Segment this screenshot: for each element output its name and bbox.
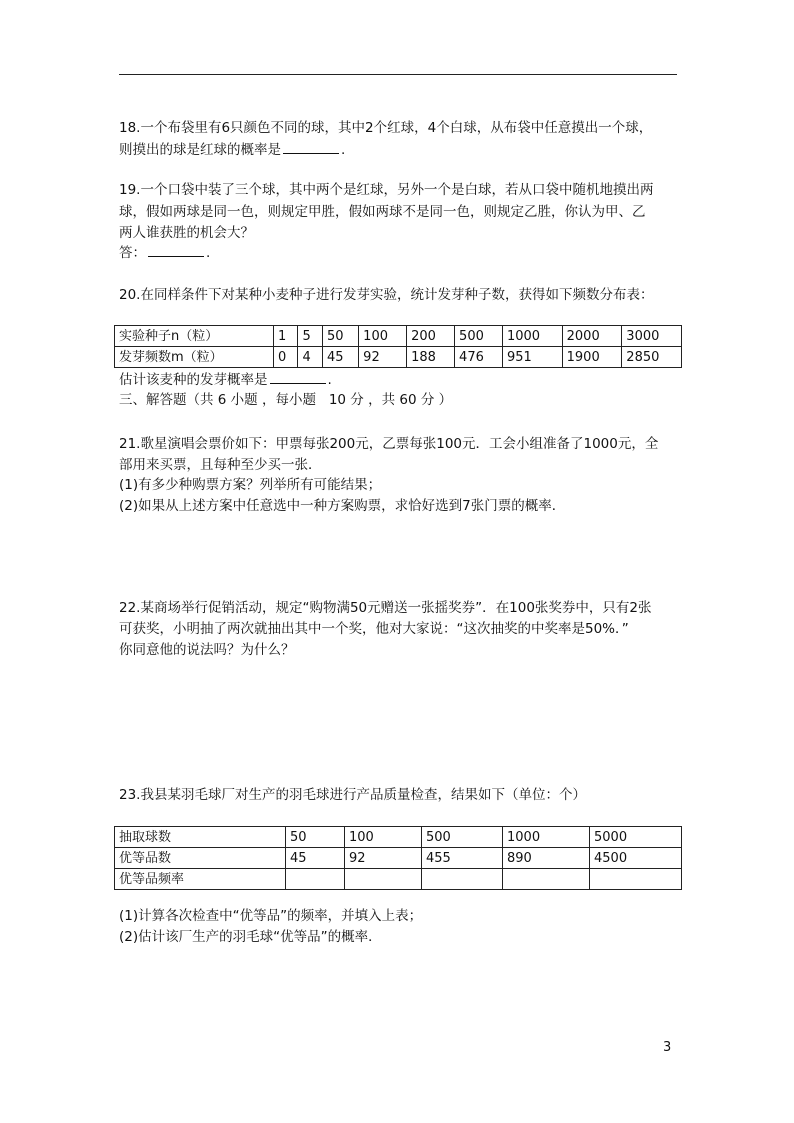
q18-line1: 18.一个布袋里有6只颜色不同的球，其中2个红球，4个白球，从布袋中任意摸出一个球， — [119, 120, 653, 136]
q18-line2 — [119, 140, 679, 160]
q19-line4-end: . — [206, 245, 211, 261]
q23-line2: (1)计算各次检查中“优等品”的频率，并填入上表； — [119, 908, 423, 924]
table-cell: 优等品数 — [115, 848, 286, 869]
q22-line1: 22.某商场举行促销活动，规定“购物满50元赠送一张摇奖券”．在100张奖券中，只有2张 — [119, 600, 652, 616]
table-cell: 5000 — [590, 827, 682, 848]
table-cell: 实验种子n（粒） — [115, 326, 274, 347]
table-cell: 500 — [422, 827, 503, 848]
table-cell: 100 — [345, 827, 422, 848]
q23-table — [114, 826, 682, 890]
q21-line3: (1)有多少种购票方案？列举所有可能结果； — [119, 477, 382, 493]
q22-line2: 可获奖，小明抽了两次就抽出其中一个奖，他对大家说：“这次抽奖的中奖率是50%．” — [119, 621, 629, 637]
table-row — [115, 326, 682, 347]
q23-line3: (2)估计该厂生产的羽毛球“优等品”的概率． — [119, 929, 382, 945]
q21-line1: 21.歌星演唱会票价如下：甲票每张200元，乙票每张100元．工会小组准备了1000元，全 — [119, 436, 659, 452]
table-cell: 188 — [407, 347, 455, 368]
table-cell: 500 — [455, 326, 503, 347]
q21-line2: 部用来买票，且每种至少买一张． — [119, 457, 322, 473]
header-rule — [119, 74, 677, 75]
table-cell: 1000 — [503, 827, 590, 848]
table-cell: 45 — [286, 848, 345, 869]
q18-line2-text: 则摸出的球是红球的概率是 — [119, 142, 281, 158]
q20-after-end: . — [327, 372, 332, 388]
table-row — [115, 347, 682, 368]
q18-line2-end: . — [341, 142, 346, 158]
table-cell: 2000 — [562, 326, 622, 347]
q19-answer-blank[interactable] — [148, 243, 204, 257]
q20-after — [119, 370, 679, 390]
table-cell: 优等品频率 — [115, 869, 286, 890]
table-cell: 抽取球数 — [115, 827, 286, 848]
table-cell: 1 — [274, 326, 298, 347]
q19-line4 — [119, 243, 679, 263]
section-heading: 三、解答题（共 6 小题 ，每小题 10 分 ，共 60 分 ） — [119, 392, 453, 408]
table-cell: 4 — [298, 347, 322, 368]
table-cell-empty[interactable] — [422, 869, 503, 890]
table-cell: 951 — [502, 347, 562, 368]
table-cell: 100 — [359, 326, 407, 347]
q22-line3: 你同意他的说法吗？为什么？ — [119, 642, 295, 658]
q18-answer-blank[interactable] — [283, 140, 339, 154]
table-cell: 50 — [322, 326, 358, 347]
table-cell-empty[interactable] — [590, 869, 682, 890]
table-cell: 1900 — [562, 347, 622, 368]
q20-after-text: 估计该麦种的发芽概率是 — [119, 372, 268, 388]
table-cell: 发芽频数m（粒） — [115, 347, 274, 368]
table-cell: 476 — [455, 347, 503, 368]
table-cell-empty[interactable] — [286, 869, 345, 890]
table-cell: 2850 — [622, 347, 682, 368]
table-cell: 1000 — [502, 326, 562, 347]
q20-line1: 20.在同样条件下对某种小麦种子进行发芽实验，统计发芽种子数，获得如下频数分布表： — [119, 287, 654, 303]
table-cell: 92 — [345, 848, 422, 869]
q21-line4: (2)如果从上述方案中任意选中一种方案购票，求恰好选到7张门票的概率． — [119, 498, 566, 514]
q19-line1: 19.一个口袋中装了三个球，其中两个是红球，另外一个是白球，若从口袋中随机地摸出两 — [119, 182, 654, 198]
q19-answer-label: 答： — [119, 245, 146, 261]
table-cell: 50 — [286, 827, 345, 848]
table-cell: 455 — [422, 848, 503, 869]
table-row — [115, 827, 682, 848]
q19-line3: 两人谁获胜的机会大？ — [119, 225, 254, 241]
table-cell: 5 — [298, 326, 322, 347]
table-cell-empty[interactable] — [345, 869, 422, 890]
table-row — [115, 869, 682, 890]
q20-answer-blank[interactable] — [270, 370, 326, 384]
page-number: 3 — [663, 1040, 672, 1055]
table-row — [115, 848, 682, 869]
table-cell: 3000 — [622, 326, 682, 347]
table-cell-empty[interactable] — [503, 869, 590, 890]
q23-line1: 23.我县某羽毛球厂对生产的羽毛球进行产品质量检查，结果如下（单位：个） — [119, 787, 586, 803]
table-cell: 4500 — [590, 848, 682, 869]
table-cell: 200 — [407, 326, 455, 347]
table-cell: 45 — [322, 347, 358, 368]
table-cell: 890 — [503, 848, 590, 869]
table-cell: 0 — [274, 347, 298, 368]
q20-table — [114, 325, 682, 368]
table-cell: 92 — [359, 347, 407, 368]
q19-line2: 球，假如两球是同一色，则规定甲胜，假如两球不是同一色，则规定乙胜，你认为甲、乙 — [119, 204, 646, 220]
